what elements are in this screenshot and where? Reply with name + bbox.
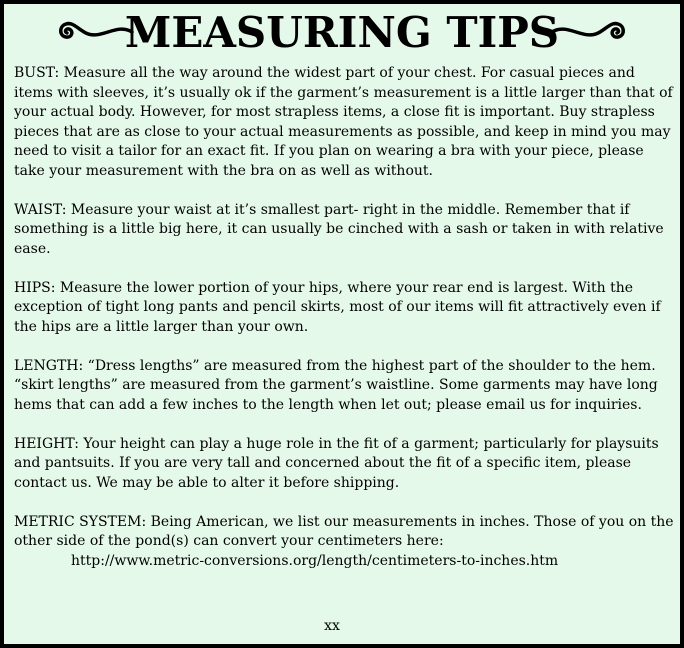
hips-tip xyxy=(14,279,676,338)
bust-tip xyxy=(14,64,676,181)
metric-conversion-link[interactable]: http://www.metric-conversions.org/length/centimeters-to-inches.htm xyxy=(71,552,559,569)
waist-heading: WAIST: xyxy=(14,201,67,218)
metric-heading: METRIC SYSTEM: xyxy=(14,513,147,530)
hips-heading: HIPS: xyxy=(14,279,56,296)
height-heading: HEIGHT: xyxy=(14,435,79,452)
tips-content xyxy=(14,64,676,591)
signoff: xx xyxy=(324,618,340,634)
length-tip xyxy=(14,357,676,416)
waist-tip xyxy=(14,201,676,260)
page-title: MEASURING TIPS xyxy=(124,8,560,57)
hips-text: Measure the lower portion of your hips, where your rear end is largest. With the exception of tight long pants and pencil skirts, most of our items will fit attractively even if the hips are a little larger than your own. xyxy=(14,279,661,335)
length-text: “Dress lengths” are measured from the highest part of the shoulder to the hem. “skirt lengths” are measured from the garment’s waistline. Some garments may have long hems that can add a few inches to the length when let out; please email us for inquiries. xyxy=(14,357,658,413)
length-heading: LENGTH: xyxy=(14,357,84,374)
right-swirl-ornament-icon xyxy=(550,16,630,46)
bust-heading: BUST: xyxy=(14,65,60,81)
height-text: Your height can play a huge role in the fit of a garment; particularly for playsuits and pantsuits. If you are very tall and concerned about the fit of a specific item, please contact us. We may be able to alter it before shipping. xyxy=(14,435,659,491)
waist-text: Measure your waist at it’s smallest part- right in the middle. Remember that if something is a little big here, it can usually be cinched with a sash or taken in with relative ease. xyxy=(14,201,664,257)
metric-text: Being American, we list our measurements in inches. Those of you on the other side of the pond(s) can convert your centimeters here: xyxy=(14,513,674,549)
title-row xyxy=(4,8,680,58)
metric-system-tip xyxy=(14,513,676,572)
bust-text: Measure all the way around the widest part of your chest. For casual pieces and items with sleeves, it’s usually ok if the garment’s measurement is a little larger than that of your actual body. However, for most strapless items, a close fit is important. Buy strapless pieces that are as close to your actual measurements as possible, and keep in mind you may need to visit a tailor for an exact fit. If you plan on wearing a bra with your piece, please take your measurement with the bra on as well as without. xyxy=(14,65,673,179)
height-tip xyxy=(14,435,676,494)
